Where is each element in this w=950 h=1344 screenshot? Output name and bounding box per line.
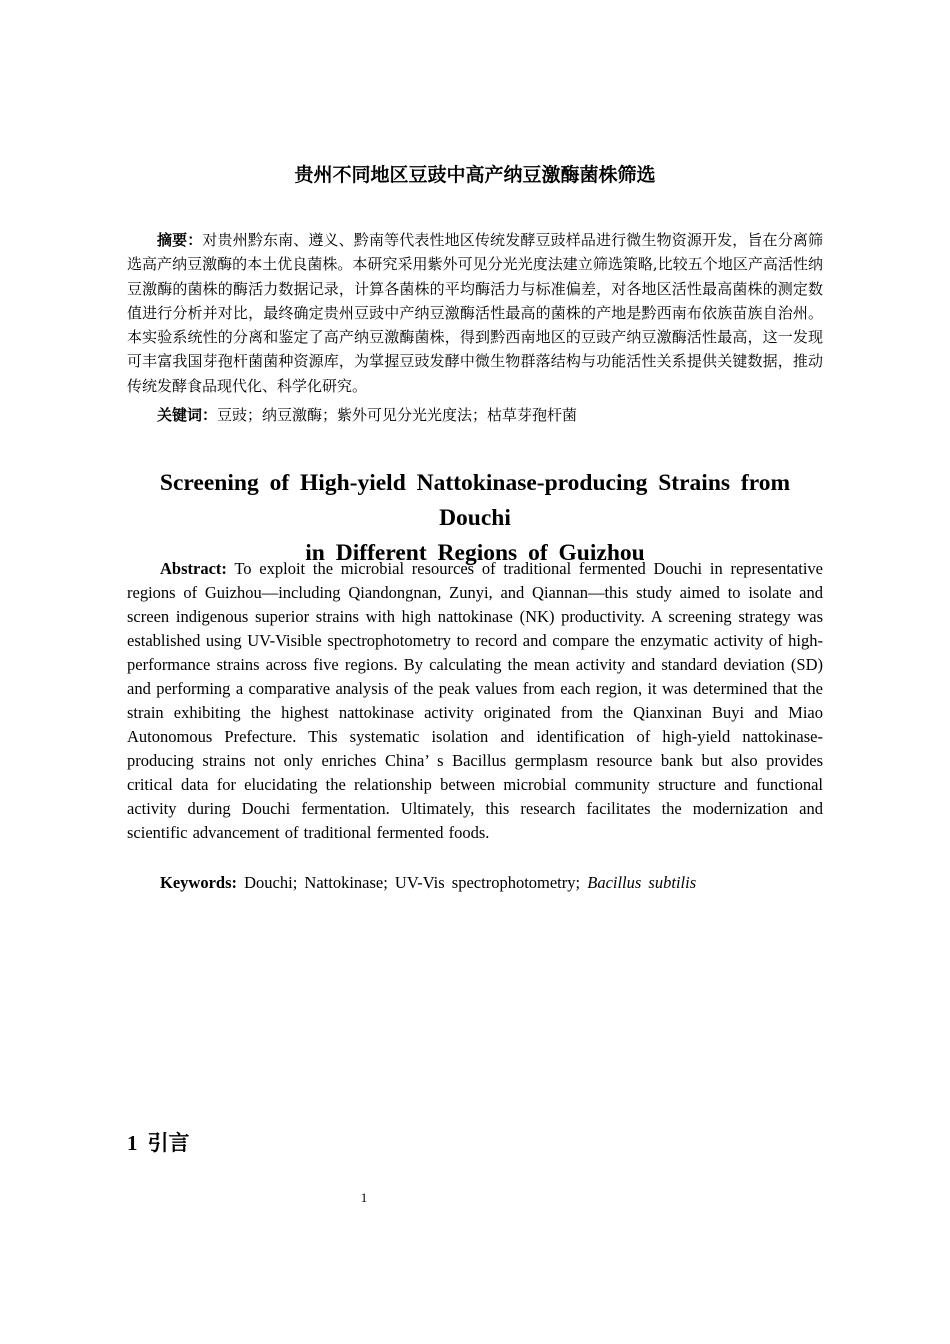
- section-number: 1: [127, 1131, 138, 1155]
- english-abstract: [127, 557, 823, 845]
- chinese-keywords-label: 关键词：: [157, 406, 218, 424]
- section-heading: [127, 1128, 190, 1158]
- english-abstract-label: Abstract:: [160, 559, 227, 578]
- chinese-abstract: [127, 228, 823, 398]
- english-title-line-2: in Different Regions of Guizhou: [305, 540, 645, 566]
- english-title-line-1: Screening of High-yield Nattokinase-producing Strains from Douchi: [159, 470, 791, 531]
- english-keywords-label: Keywords:: [160, 873, 237, 892]
- english-keywords: [127, 871, 823, 895]
- page-number: 1: [360, 1190, 368, 1205]
- chinese-abstract-label: 摘要：: [157, 231, 203, 249]
- chinese-abstract-text: 对贵州黔东南、遵义、黔南等代表性地区传统发酵豆豉样品进行微生物资源开发，旨在分离筛选高产纳豆激酶的本土优良菌株。本研究采用紫外可见分光光度法建立筛选策略,比较五个地区产高活性纳豆激酶的菌株的酶活力数据记录，计算各菌株的平均酶活力与标准偏差，对各地区活性最高菌株的测定数值进行分析并对比，最终确定贵州豆豉中产纳豆激酶活性最高的菌株的产地是黔西南布依族苗族自治州。本实验系统性的分离和鉴定了高产纳豆激酶菌株，得到黔西南地区的豆豉产纳豆激酶活性最高，这一发现可丰富我国芽孢杆菌菌种资源库，为掌握豆豉发酵中微生物群落结构与功能活性关系提供关键数据，推动传统发酵食品现代化、科学化研究。: [127, 231, 823, 395]
- section-title: 引言: [147, 1131, 190, 1155]
- english-keywords-italic: Bacillus subtilis: [587, 873, 697, 892]
- english-abstract-text: To exploit the microbial resources of traditional fermented Douchi in representative regions of Guizhou—including Qiandongnan, Zunyi, and Qiannan—this study aimed to isolate and screen indigenous superior strains with high nattokinase (NK) productivity. A screening strategy was established using UV-Visible spectrophotometry to record and compare the enzymatic activity of high-performance strains across five regions. By calculating the mean activity and standard deviation (SD) and performing a comparative analysis of the peak values from each region, it was determined that the strain exhibiting the highest nattokinase activity originated from the Qianxinan Buyi and Miao Autonomous Prefecture. This systematic isolation and identification of high-yield nattokinase-producing strains not only enriches China’ s Bacillus germplasm resource bank but also provides critical data for elucidating the relationship between microbial community structure and functional activity during Douchi fermentation. Ultimately, this research facilitates the modernization and scientific advancement of traditional fermented foods.: [127, 559, 823, 842]
- english-title: [127, 466, 823, 571]
- chinese-keywords: [127, 403, 823, 427]
- chinese-title: 贵州不同地区豆豉中高产纳豆激酶菌株筛选: [294, 164, 656, 186]
- chinese-keywords-text: 豆豉；纳豆激酶；紫外可见分光光度法；枯草芽孢杆菌: [217, 406, 578, 424]
- english-keywords-text: Douchi; Nattokinase; UV-Vis spectrophotometry;: [244, 873, 581, 892]
